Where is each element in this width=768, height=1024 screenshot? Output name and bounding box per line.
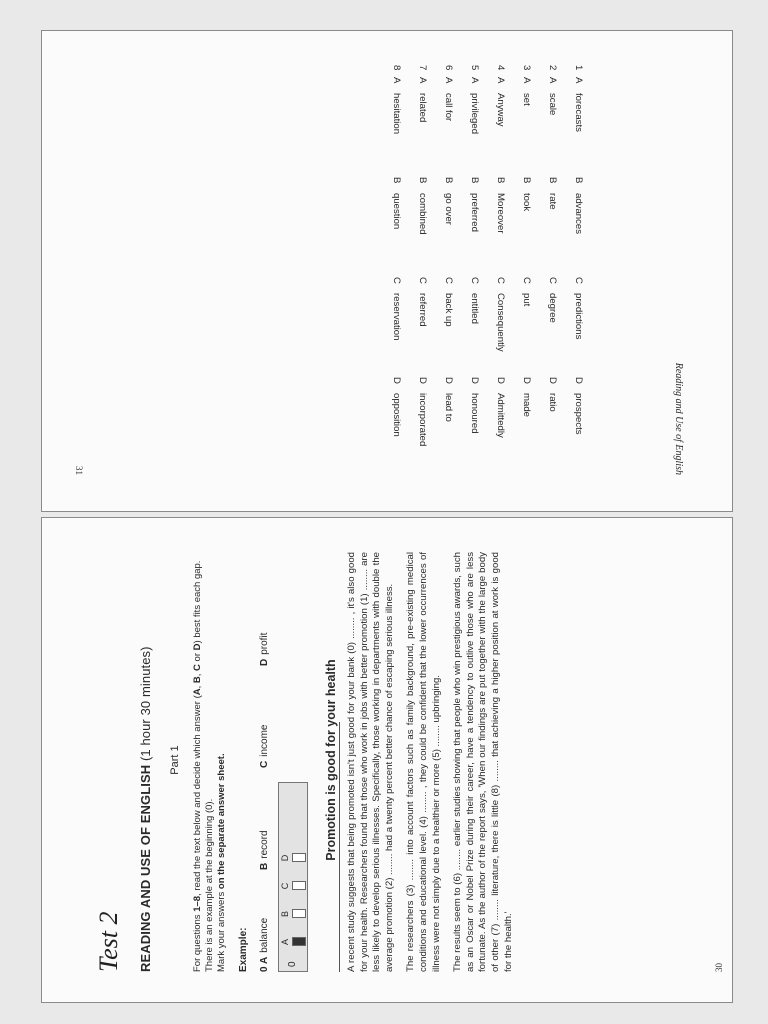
option-letter-c: C [495,277,507,284]
option-d: lead to [443,393,455,422]
page-number: 30 [714,963,724,972]
option-letter-b: B [443,177,455,184]
option-a: hesitation [391,93,403,135]
example-label: Example: [238,927,249,972]
answer-cell-c [292,881,306,890]
page-30 [41,517,733,1003]
page-number: 31 [74,466,84,475]
option-c: predictions [573,293,585,340]
answer-cell-a [292,937,306,946]
option-a: forecasts [573,93,585,132]
answer-letter-a: A [280,939,290,946]
section-duration: (1 hour 30 minutes) [138,646,153,762]
question-row [384,65,410,477]
answer-letter-d: D [280,854,290,862]
question-number: 6 [443,65,455,71]
option-letter-c: C [547,277,559,284]
option-d: prospects [573,393,585,435]
page-31 [41,30,733,512]
option-letter-a: A [495,77,507,84]
option-c: referred [417,293,429,327]
running-head: Reading and Use of English [673,362,684,475]
option-letter-a: A [547,77,559,84]
option-c: degree [547,293,559,323]
option-letter-b: B [417,177,429,184]
option-a: Anyway [495,93,507,127]
part-label: Part 1 [169,745,181,775]
option-letter-d: D [443,377,455,384]
option-a: set [521,93,533,106]
options-table [384,65,592,477]
option-letter-a: A [521,77,533,84]
option-d: opposition [391,393,403,437]
option-d: Admittedly [495,393,507,438]
paragraph-1: A recent study suggests that being promoted isn't just good for your bank (0) ........ , it's also good for your health. Researchers found that those who work in jobs with better promotion (1) ........ are less likely to develop serious illnesses. Specifically, those working in departments with double the average promotion (2) ........ had a twenty percent better chance of escaping serious illness. [346,552,395,972]
option-letter-a: A [391,77,403,84]
example-option-b: Brecord [259,830,270,870]
option-d: ratio [547,393,559,412]
option-letter-d: D [495,377,507,384]
option-letter-d: D [521,377,533,384]
option-b: combined [417,193,429,235]
instructions [192,552,228,972]
option-c: Consequently [495,293,507,352]
article-title: Promotion is good for your health [324,659,338,861]
option-letter-b: B [521,177,533,184]
option-letter-d: D [469,377,481,384]
answer-letter-b: B [280,911,290,918]
question-number: 1 [573,65,585,71]
option-letter-c: C [391,277,403,284]
article-body [346,552,524,972]
answer-cell-d [292,853,306,862]
option-letter-d: D [547,377,559,384]
option-d: honoured [469,393,481,434]
question-number: 5 [469,65,481,71]
option-letter-a: A [469,77,481,84]
option-letter-c: C [443,277,455,284]
question-number: 3 [521,65,533,71]
option-a: related [417,93,429,123]
option-letter-c: C [469,277,481,284]
title-rule [339,722,340,972]
option-b: advances [573,193,585,235]
option-c: entitled [469,293,481,324]
option-letter-c: C [417,277,429,284]
example-answer-box [278,782,308,972]
instruction-line-3: Mark your answers on the separate answer sheet. [216,753,227,972]
option-a: privileged [469,93,481,135]
question-number: 7 [417,65,429,71]
paragraph-2: The researchers (3) ........ into account factors such as family background, pre-existing medical conditions and educational level. (4) ........ , they could be confident that the lower occurrences of illness were not simply due to a healthier or more (5) ........ upbringing. [405,552,442,972]
option-b: preferred [469,193,481,232]
option-d: incorporated [417,393,429,447]
question-row [410,65,436,477]
option-letter-a: A [573,77,585,84]
option-c: reservation [391,293,403,341]
option-letter-c: C [521,277,533,284]
example-option-c: Cincome [259,724,270,768]
question-row [514,65,540,477]
answer-box-number: 0 [287,961,298,967]
option-b: took [521,193,533,212]
question-number: 8 [391,65,403,71]
question-row [436,65,462,477]
instruction-line-2: There is an example at the beginning (0). [204,798,215,972]
option-c: back up [443,293,455,327]
option-b: go over [443,193,455,225]
answer-letter-c: C [280,882,290,890]
question-row [462,65,488,477]
answer-cell-b [292,909,306,918]
question-row [566,65,592,477]
example-options [259,564,270,972]
option-letter-c: C [573,277,585,284]
question-row [488,65,514,477]
question-number: 4 [495,65,507,71]
question-page [42,31,732,511]
example-option-a: 0 Abalance [259,917,270,972]
option-letter-a: A [443,77,455,84]
option-d: made [521,393,533,417]
option-c: put [521,293,533,307]
question-number: 2 [547,65,559,71]
option-b: Moreover [495,193,507,234]
test-page [42,518,732,1002]
section-name: READING AND USE OF ENGLISH [138,764,153,972]
example-option-d: Dprofit [259,632,270,666]
option-b: question [391,193,403,230]
option-letter-b: B [573,177,585,184]
option-letter-b: B [391,177,403,184]
option-letter-d: D [573,377,585,384]
option-letter-a: A [417,77,429,84]
option-a: scale [547,93,559,116]
option-letter-b: B [495,177,507,184]
instruction-line-1: For questions 1–8, read the text below and decide which answer (A, B, C or D) best fits each gap. [192,560,203,972]
option-letter-d: D [417,377,429,384]
question-row [540,65,566,477]
option-letter-d: D [391,377,403,384]
option-b: rate [547,193,559,210]
option-letter-b: B [547,177,559,184]
test-title: Test 2 [94,911,123,972]
paragraph-3: The results seem to (6) ........ earlier studies showing that people who win prestigious awards, such as an Oscar or Nobel Prize during their career, have a tendency to outlive those who are less fortunate. As the author of the report says, 'When our findings are put together with the large body of other (7) ........ literature, there is little (8) ........ that achieving a higher position at work is good for the health.' [452,552,514,972]
option-a: call for [443,93,455,122]
option-letter-b: B [469,177,481,184]
section-title [138,646,153,972]
